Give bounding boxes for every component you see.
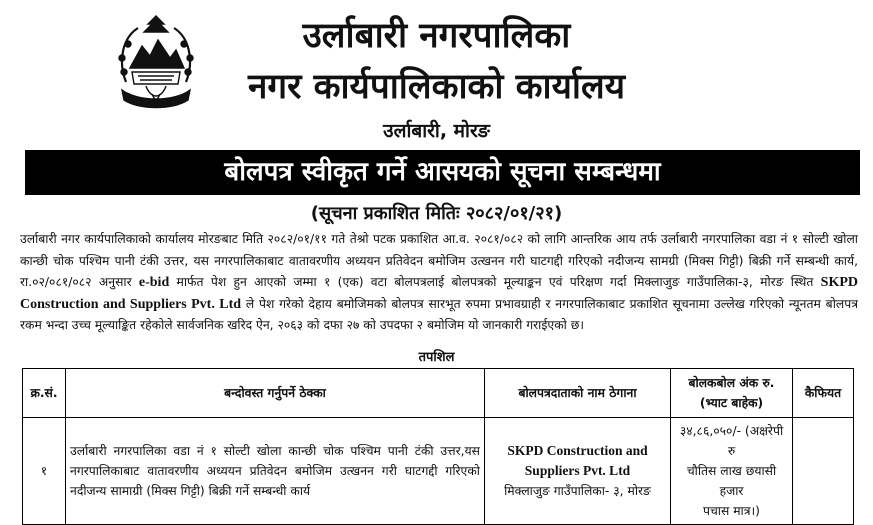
header-bidder: बोलपत्रदाताको नाम ठेगाना — [485, 369, 671, 418]
bidder-line2: Suppliers Pvt. Ltd — [524, 463, 631, 478]
notice-body — [20, 229, 858, 337]
amount-line3: पचास मात्र।) — [703, 504, 760, 518]
ebid-text: e-bid — [138, 275, 170, 290]
company-name: SKPD Construction and Suppliers Pvt. Ltd — [20, 275, 858, 312]
office-address: उर्लाबारी, मोरङ — [383, 120, 490, 142]
bidder-line1: SKPD Construction and — [507, 443, 648, 458]
table-row — [23, 418, 854, 525]
body-text-1: उर्लाबारी नगर कार्यपालिकाको कार्यालय मोरङबाट मिति २०८२/०१/११ गते तेश्रो पटक प्रकाशित आ.व. २०८१/०८२ को लागि आन्तरिक आय तर्फ उर्लाबारी नगरपालिका वडा नं १ सोल्टी खोला कान्छी चोक पश्चिम पानी टंकी उत्तर, यस नगरपालिकाबाट वातावरणीय अध्ययन प्रतिवेदन बमोजिम उत्खनन गरी घाटगद्दी गरिएको नदीजन्य सामग्री (मिक्स गिट्टी) बिक्री गर्ने सम्बन्धी कार्य, रा.०२/०८१/०८२ अनुसार — [20, 232, 858, 289]
bidder-address: मिक्लाजुङ गाउँपालिका- ३, मोरङ — [504, 484, 651, 498]
header-work: बन्दोवस्त गर्नुपर्ने ठेक्का — [66, 369, 485, 418]
amount-line2: चौतिस लाख छयासी हजार — [686, 464, 777, 498]
header-sn: क्र.सं. — [23, 369, 66, 418]
office-title: नगर कार्यपालिकाको कार्यालय — [247, 67, 626, 107]
cell-remarks — [793, 418, 854, 525]
cell-sn: १ — [23, 418, 66, 525]
cell-bidder — [485, 418, 671, 525]
header-remarks: कैफियत — [793, 369, 854, 418]
header-amount-line1: बोलकबोल अंक रु. — [688, 376, 775, 390]
cell-amount — [671, 418, 793, 525]
cell-work: उर्लाबारी नगरपालिका वडा नं १ सोल्टी खोला कान्छी चोक पश्चिम पानी टंकी उत्तर,यस नगरपालिकाबाट वातावरणीय अध्ययन प्रतिवेदन बमोजिम उत्खनन गरी घाटगद्दी गरिएको नदीजन्य सामाग्री (मिक्स गिट्टी) बिक्री गर्ने सम्बन्धी कार्य — [66, 418, 485, 525]
header-amount — [671, 369, 793, 418]
body-text-3: ले पेश गरेको देहाय बमोजिमको बोलपत्र सारभूत रुपमा प्रभावग्राही र नगरपालिकाबाट प्रकाशित सूचनामा उल्लेख गरिएको न्यूनतम बोलपत्र रकम भन्दा उच्च मूल्याङ्कित रहेकोले सार्वजनिक खरिद ऐन, २०६३ को दफा २७ को उपदफा २ बमोजिम यो जानकारी गराईएको छ। — [20, 296, 858, 332]
details-table — [22, 368, 854, 525]
body-text-2: मार्फत पेश हुन आएको जम्मा १ (एक) वटा बोलपत्रलाई बोलपत्रको मूल्याङ्कन एवं परिक्षण गर्दा मिक्लाजुङ गाउँपालिका-३, मोरङ स्थित — [169, 275, 821, 289]
municipality-title: उर्लाबारी नगरपालिका — [302, 16, 571, 56]
publish-date: (सूचना प्रकाशित मितिः २०८२/०१/२१) — [310, 203, 563, 224]
header-amount-line2: (भ्याट बाहेक) — [699, 396, 764, 410]
amount-line1: ३४,८६,०५०/- (अक्षरेपी रु — [679, 424, 784, 458]
notice-banner: बोलपत्र स्वीकृत गर्ने आसयको सूचना सम्बन्धमा — [25, 150, 860, 195]
table-header-row — [23, 369, 854, 418]
table-caption: तपशिल — [418, 350, 455, 365]
